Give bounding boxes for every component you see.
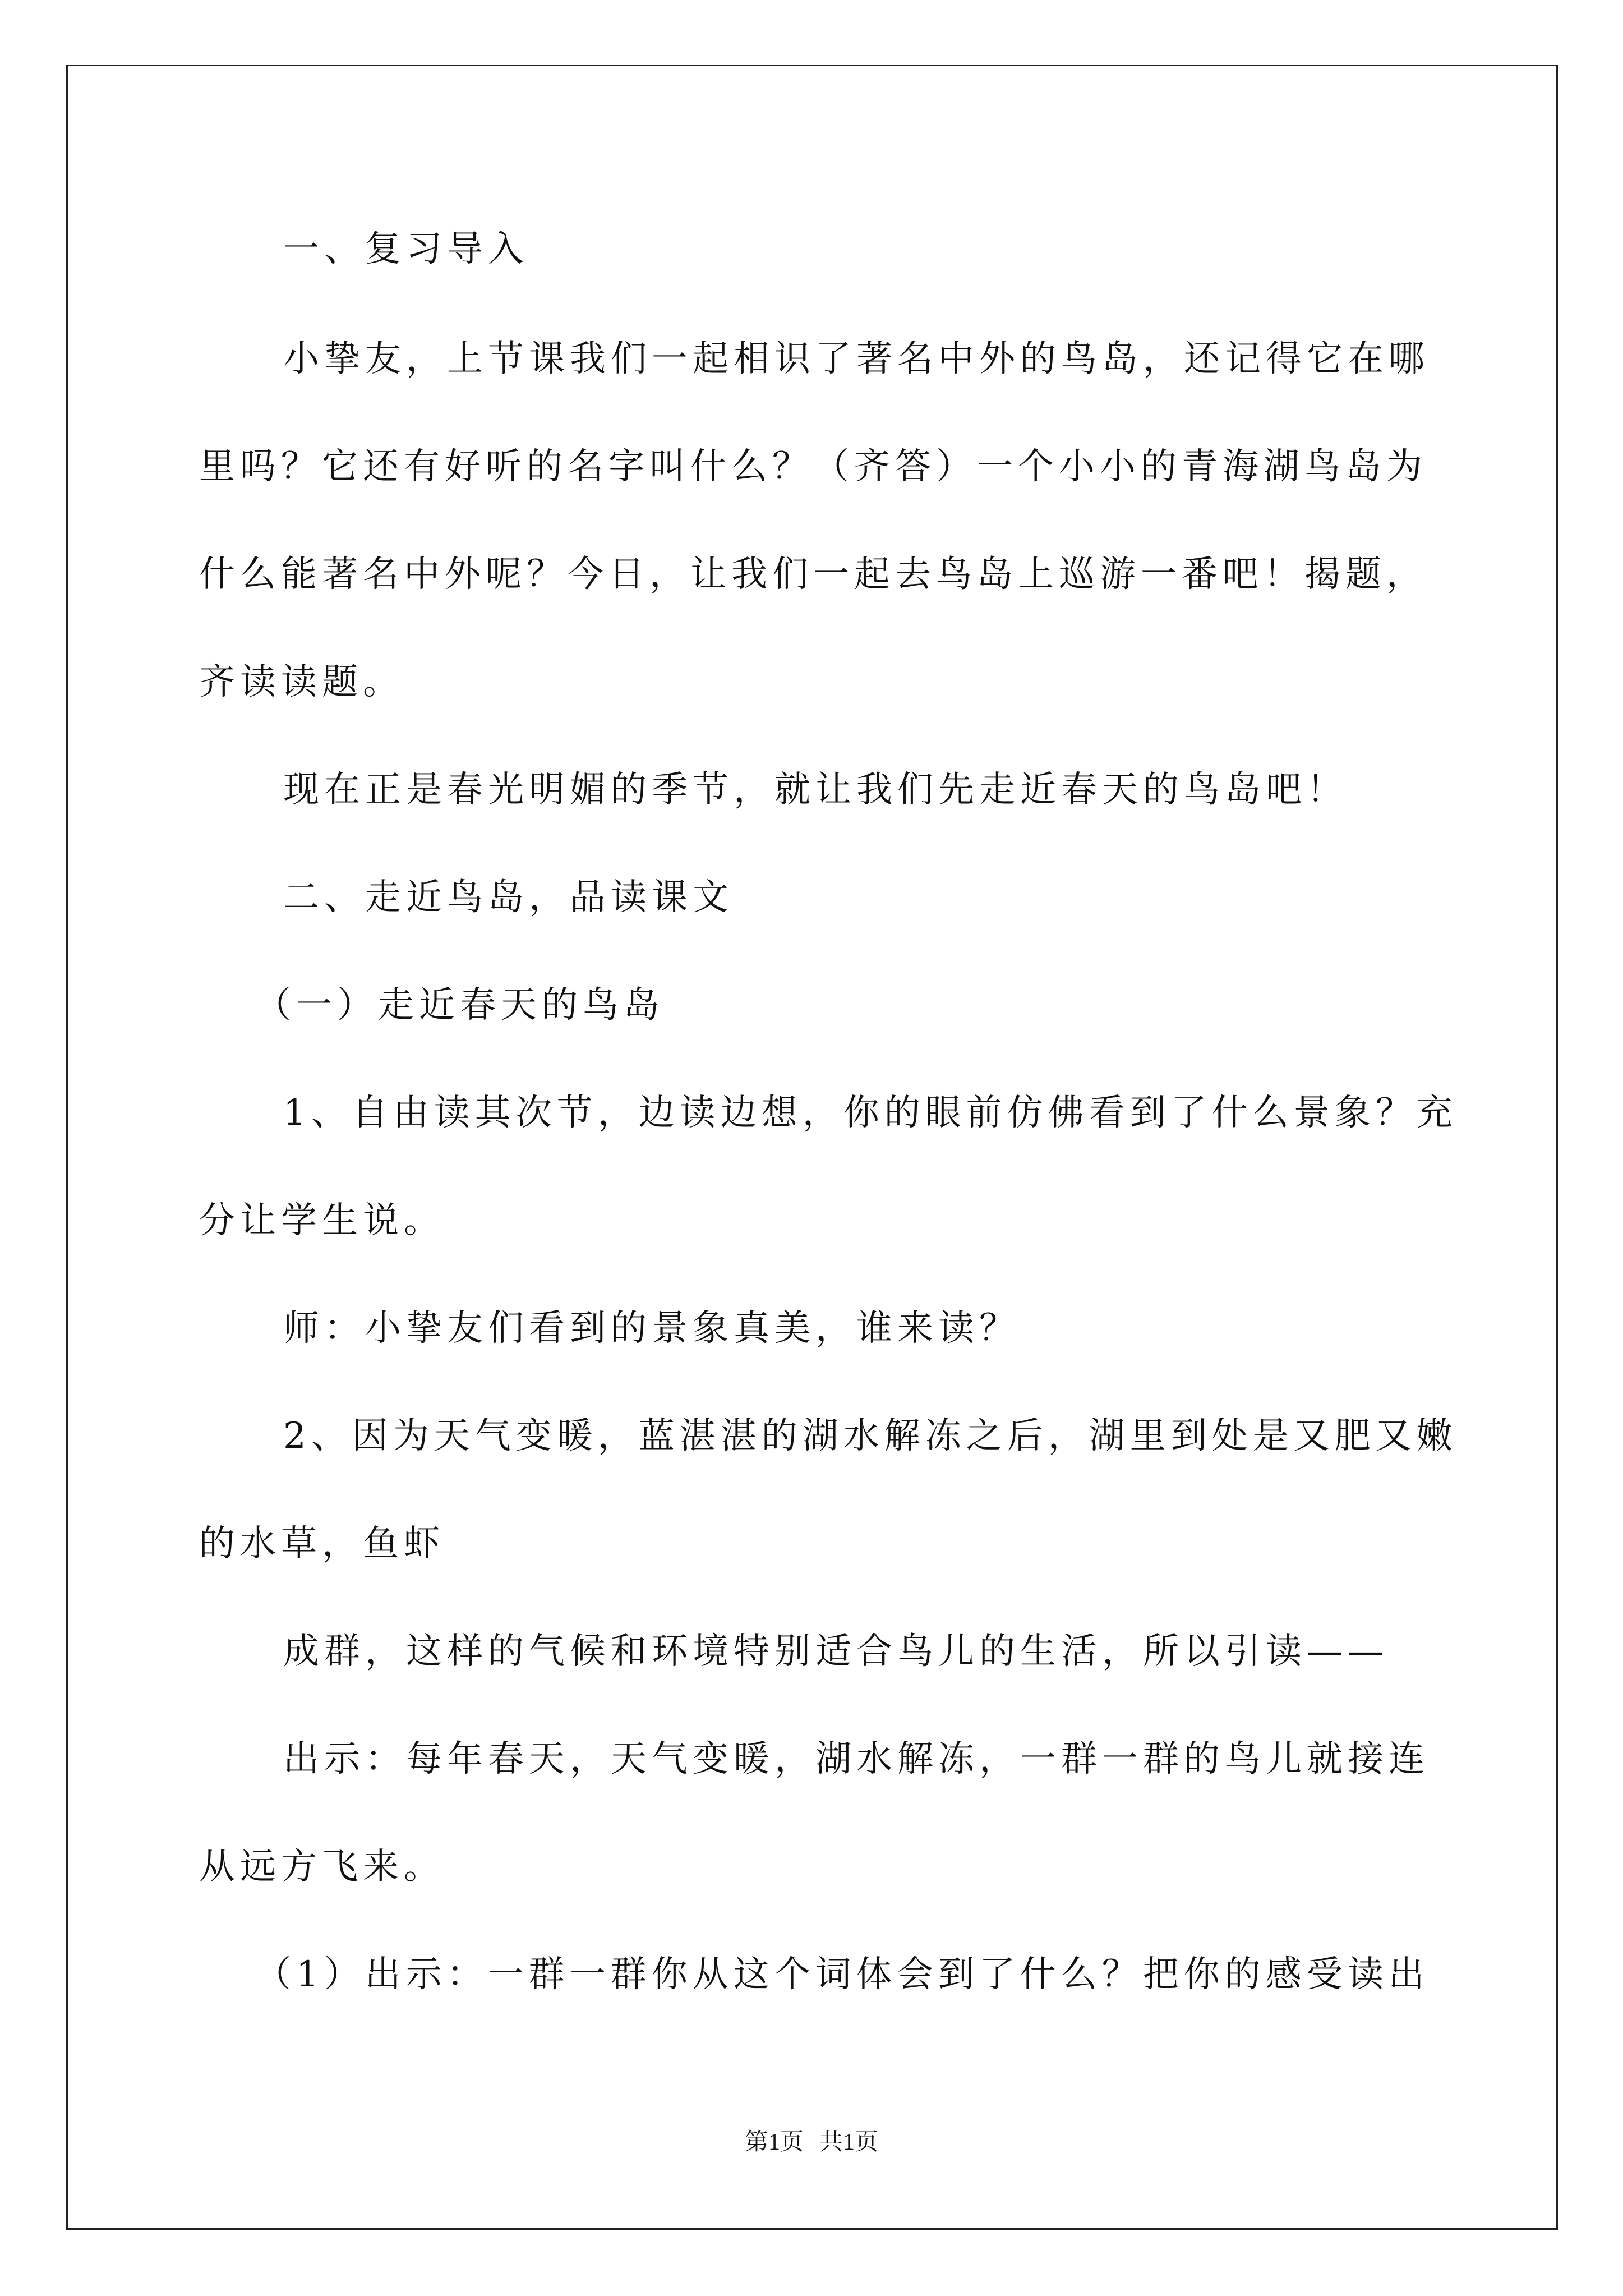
paragraph-line: 成群，这样的气候和环境特别适合鸟儿的生活，所以引读—— [283,1631,1389,1672]
paragraph-line: 齐读读题。 [199,661,404,703]
page-number-total: 共1页 [819,2129,879,2155]
page-border [66,65,1558,2230]
paragraph-line: 的水草，鱼虾 [199,1523,445,1565]
section-heading-approach: 二、走近鸟岛，品读课文 [283,877,734,918]
paragraph-line: 分让学生说。 [199,1200,445,1241]
paragraph-line: 小挚友，上节课我们一起相识了著名中外的鸟岛，还记得它在哪 [283,338,1430,380]
subsection-heading-spring: （一）走近春天的鸟岛 [255,984,665,1026]
page-number-current: 第1页 [744,2129,804,2155]
paragraph-line: 什么能著名中外呢？今日，让我们一起去鸟岛上巡游一番吧！揭题， [199,554,1427,595]
paragraph-line: （1）出示：一群一群你从这个词体会到了什么？把你的感受读出 [255,1954,1430,1995]
section-heading-review: 一、复习导入 [283,228,529,270]
page-footer [0,2131,1623,2154]
paragraph-line: 2、因为天气变暖，蓝湛湛的湖水解冻之后，湖里到处是又肥又嫩 [283,1415,1458,1457]
paragraph-line: 现在正是春光明媚的季节，就让我们先走近春天的鸟岛吧！ [283,769,1348,811]
paragraph-line: 出示：每年春天，天气变暖，湖水解冻，一群一群的鸟儿就接连 [283,1738,1430,1780]
paragraph-line: 里吗？它还有好听的名字叫什么？（齐答）一个小小的青海湖鸟岛为 [199,446,1427,487]
paragraph-line: 1、自由读其次节，边读边想，你的眼前仿佛看到了什么景象？充 [283,1092,1458,1134]
paragraph-line: 师：小挚友们看到的景象真美，谁来读？ [283,1308,1020,1349]
paragraph-line: 从远方飞来。 [199,1846,445,1888]
